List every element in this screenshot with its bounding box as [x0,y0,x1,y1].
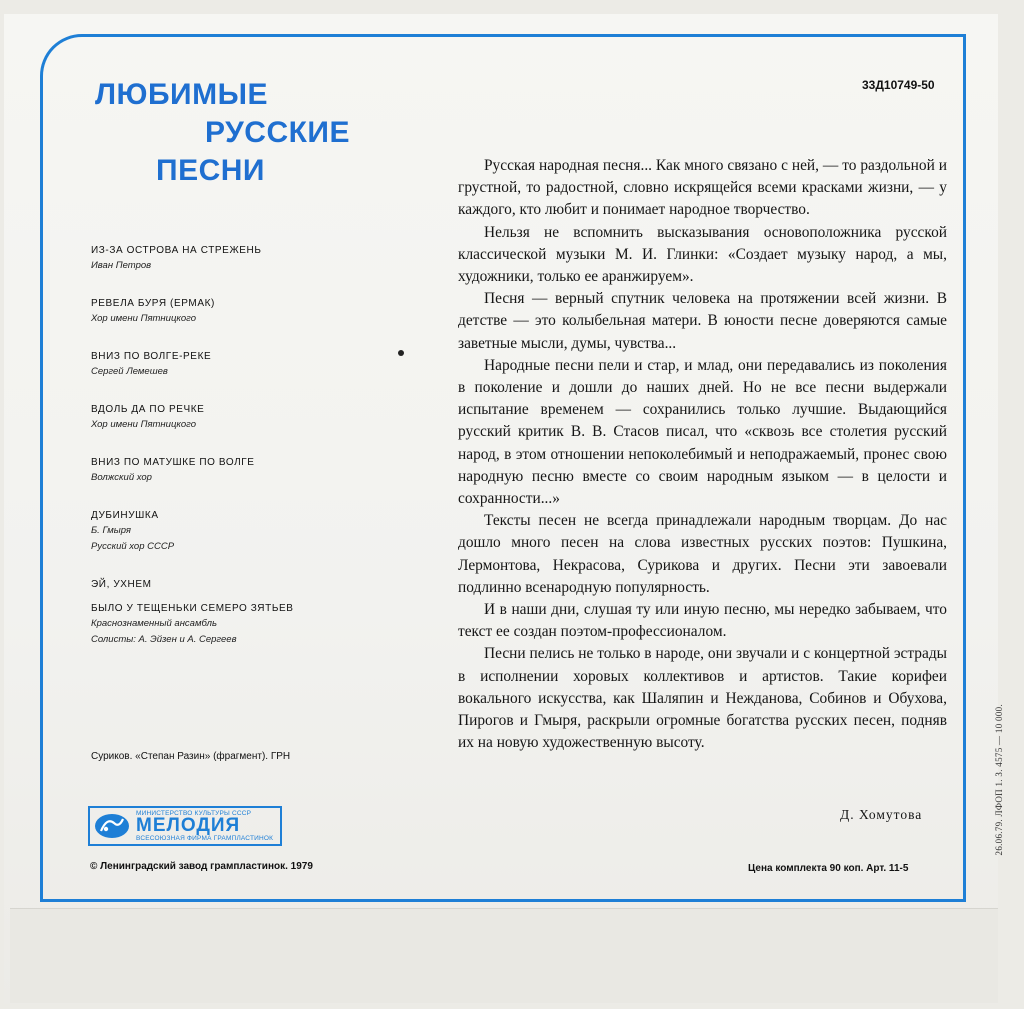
track-performer: Солисты: А. Эйзен и А. Сергеев [91,634,237,645]
track-performer: Краснознаменный ансамбль [91,618,217,629]
liner-paragraph: Русская народная песня... Как много связано с ней, — то раздольной и грустной, то радостной, словно искрящейся всеми красками жизни, — у каждого, кто любит и понимает народное творчество. [458,157,947,219]
catalog-number: 33Д10749-50 [862,78,935,92]
liner-paragraph: Тексты песен не всегда принадлежали народным творцам. До нас дошло много песен на слова известных русских поэтов: Пушкина, Лермонтова, Некрасова, Сурикова и других. Песни эти завоевали подлинно всенародную популярность. [458,512,947,596]
track-title: БЫЛО У ТЕЩЕНЬКИ СЕМЕРО ЗЯТЬЕВ [91,603,294,614]
track-item [91,508,391,555]
track-item [91,455,391,486]
logo-ministry-text: МИНИСТЕРСТВО КУЛЬТУРЫ СССР [136,810,252,817]
track-performer: Волжский хор [91,472,152,483]
track-title: ИЗ-ЗА ОСТРОВА НА СТРЕЖЕНЬ [91,245,262,256]
liner-notes-text [458,155,947,754]
title-line-2: РУССКИЕ [205,116,350,149]
title-line-3: ПЕСНИ [156,154,265,187]
track-title: ДУБИНУШКА [91,510,159,521]
liner-paragraph: Нельзя не вспомнить высказывания основоположника русской классической музыки М. И. Глинки: «Создает музыку народ, а мы, художники, только ее аранжируем». [458,223,947,286]
track-item [91,601,391,648]
track-performer: Иван Петров [91,260,152,271]
liner-paragraph: И в наши дни, слушая ту или иную песню, мы нередко забываем, что текст ее создан поэтом-профессионалом. [458,601,947,641]
print-run-info: 26.06.79. ЛФОП 1. З. 4575 — 10 000. [994,704,1004,856]
cover-art-source: Суриков. «Степан Разин» (фрагмент). ГРН [91,751,291,762]
track-list [91,243,391,670]
liner-notes-author: Д. Хомутова [840,807,923,822]
track-title: ВНИЗ ПО ВОЛГЕ-РЕКЕ [91,351,212,362]
melodiya-logo [88,806,282,846]
track-performer: Хор имени Пятницкого [91,419,197,430]
paper-speck [398,350,404,356]
track-item [91,296,391,327]
track-item [91,402,391,433]
title-line-1: ЛЮБИМЫЕ [95,78,268,111]
logo-brand-text: МЕЛОДИЯ [136,815,241,836]
track-performer: Б. Гмыря [91,525,131,536]
melodiya-emblem-icon [90,808,134,844]
copyright-line: © Ленинградский завод грампластинок. 1979 [90,861,313,872]
sleeve-bottom-flap [10,908,998,1003]
liner-paragraph: Песня — верный спутник человека на протяжении всей жизни. В детстве — это колыбельная матери. В юности песне доверяются самые заветные мысли, думы, чувства... [458,290,947,352]
logo-text-block [136,810,273,842]
track-performer: Русский хор СССР [91,541,175,552]
track-item [91,577,391,592]
track-title: РЕВЕЛА БУРЯ (ЕРМАК) [91,298,215,309]
track-performer: Сергей Лемешев [91,366,168,377]
logo-subtitle-text: ВСЕСОЮЗНАЯ ФИРМА ГРАМПЛАСТИНОК [136,835,274,842]
track-performer: Хор имени Пятницкого [91,313,197,324]
track-item [91,243,391,274]
track-title: ВДОЛЬ ДА ПО РЕЧКЕ [91,404,205,415]
liner-paragraph: Народные песни пели и стар, и млад, они передавались из поколения в поколение и дошли до наших дней. Но не все песни выдержали испытание временем — сохранились только лучшие. Выдающийся русский критик В. В. Стасов писал, что «сквозь все столетия русский народ, в этом отношении непоколебимый и неподражаемый, пронес свою народную песню вместе со своим народным языком — в целости и сохранности...» [458,356,947,508]
track-item [91,349,391,380]
liner-paragraph: Песни пелись не только в народе, они звучали и с концертной эстрады в исполнении хоровых коллективов и артистов. Такие корифеи вокального искусства, как Шаляпин и Нежданова, Собинов и Обухова, Пирогов и Гмыря, раскрыли огромные богатства русских песен, подняв их на новую художественную высоту. [458,645,947,752]
price-line: Цена комплекта 90 коп. Арт. 11-5 [748,863,909,874]
track-title: ЭЙ, УХНЕМ [91,579,152,590]
track-title: ВНИЗ ПО МАТУШКЕ ПО ВОЛГЕ [91,457,255,468]
